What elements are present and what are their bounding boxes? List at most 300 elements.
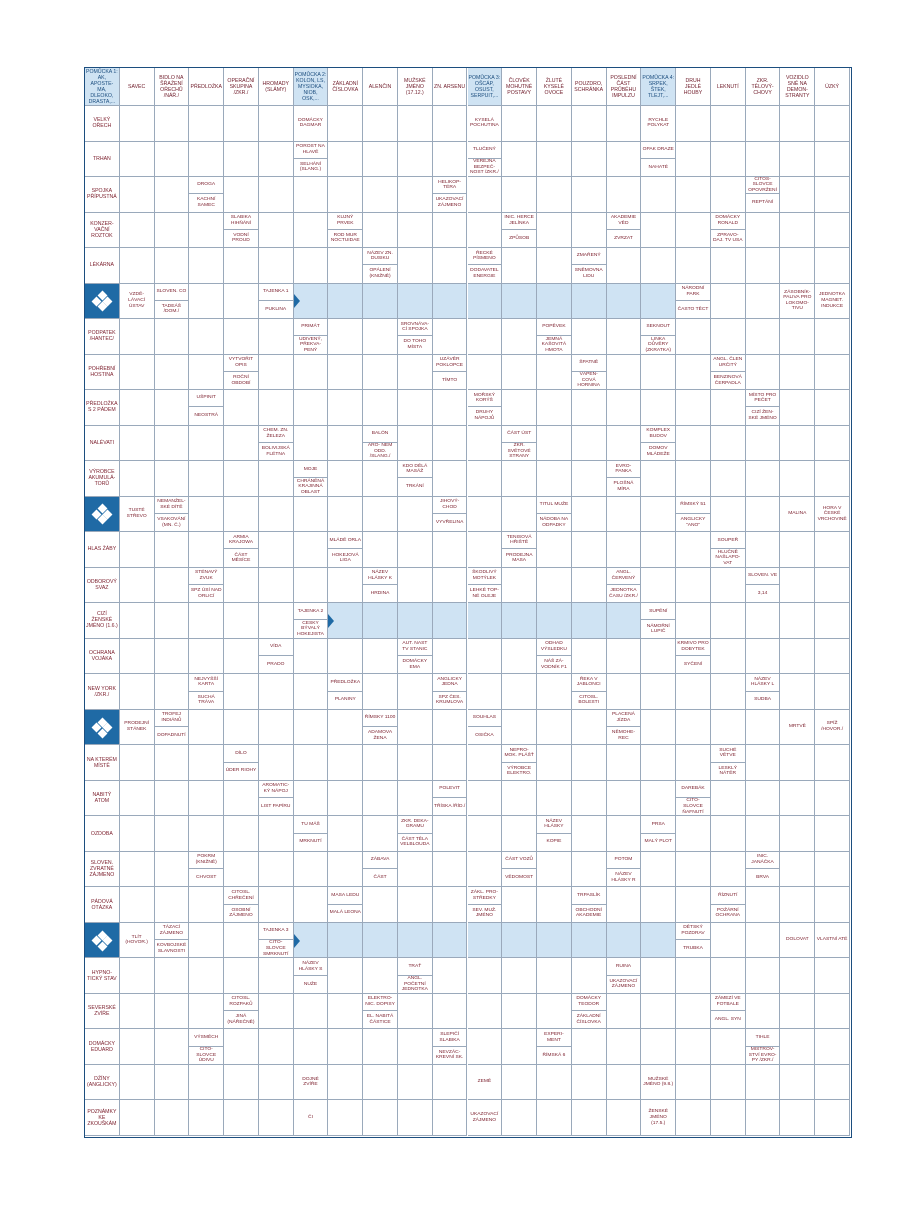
answer-cell[interactable] — [607, 1065, 642, 1101]
answer-cell[interactable] — [607, 887, 642, 923]
answer-cell[interactable] — [537, 532, 572, 568]
answer-cell[interactable] — [328, 426, 363, 462]
answer-cell[interactable] — [328, 710, 363, 746]
answer-cell[interactable] — [259, 816, 294, 852]
answer-cell[interactable] — [780, 639, 815, 675]
answer-cell[interactable] — [815, 816, 850, 852]
answer-cell[interactable] — [468, 852, 503, 888]
answer-cell[interactable] — [120, 781, 155, 817]
answer-cell[interactable] — [537, 568, 572, 604]
answer-cell[interactable] — [676, 1065, 711, 1101]
answer-cell[interactable] — [189, 426, 224, 462]
answer-cell[interactable] — [641, 355, 676, 391]
answer-cell[interactable] — [502, 568, 537, 604]
answer-cell[interactable] — [676, 816, 711, 852]
answer-cell[interactable] — [328, 568, 363, 604]
answer-cell[interactable] — [572, 852, 607, 888]
answer-cell[interactable] — [468, 532, 503, 568]
answer-cell[interactable] — [294, 994, 329, 1030]
answer-cell[interactable] — [815, 958, 850, 994]
answer-cell[interactable] — [746, 355, 781, 391]
answer-cell[interactable] — [433, 994, 468, 1030]
answer-cell[interactable] — [155, 355, 190, 391]
answer-cell[interactable] — [398, 248, 433, 284]
answer-cell[interactable] — [607, 390, 642, 426]
answer-cell[interactable] — [502, 710, 537, 746]
answer-cell[interactable] — [259, 355, 294, 391]
answer-cell[interactable] — [537, 994, 572, 1030]
answer-cell[interactable] — [780, 319, 815, 355]
answer-cell[interactable] — [224, 461, 259, 497]
answer-cell[interactable] — [607, 745, 642, 781]
answer-cell[interactable] — [363, 1100, 398, 1136]
answer-cell[interactable] — [155, 958, 190, 994]
answer-cell[interactable] — [815, 426, 850, 462]
answer-cell[interactable] — [120, 887, 155, 923]
answer-cell[interactable] — [363, 106, 398, 142]
answer-cell[interactable] — [328, 1029, 363, 1065]
answer-cell[interactable] — [398, 390, 433, 426]
answer-cell[interactable] — [537, 426, 572, 462]
answer-cell[interactable] — [780, 745, 815, 781]
answer-cell[interactable] — [328, 142, 363, 178]
answer-cell[interactable] — [607, 248, 642, 284]
answer-cell[interactable] — [711, 248, 746, 284]
answer-cell[interactable] — [746, 106, 781, 142]
answer-cell[interactable] — [328, 248, 363, 284]
answer-cell[interactable] — [120, 994, 155, 1030]
answer-cell[interactable] — [815, 887, 850, 923]
answer-cell[interactable] — [711, 603, 746, 639]
answer-cell[interactable] — [224, 852, 259, 888]
answer-cell[interactable] — [780, 781, 815, 817]
answer-cell[interactable] — [537, 674, 572, 710]
answer-cell[interactable] — [155, 390, 190, 426]
answer-cell[interactable] — [607, 497, 642, 533]
answer-cell[interactable] — [120, 106, 155, 142]
answer-cell[interactable] — [363, 1065, 398, 1101]
answer-cell[interactable] — [468, 177, 503, 213]
answer-cell[interactable] — [398, 355, 433, 391]
answer-cell[interactable] — [259, 390, 294, 426]
answer-cell[interactable] — [155, 1029, 190, 1065]
answer-cell[interactable] — [746, 213, 781, 249]
secret-answer-cell[interactable] — [398, 284, 433, 320]
answer-cell[interactable] — [711, 923, 746, 959]
answer-cell[interactable] — [468, 213, 503, 249]
answer-cell[interactable] — [676, 355, 711, 391]
answer-cell[interactable] — [294, 887, 329, 923]
answer-cell[interactable] — [224, 1065, 259, 1101]
answer-cell[interactable] — [259, 497, 294, 533]
answer-cell[interactable] — [641, 213, 676, 249]
answer-cell[interactable] — [815, 177, 850, 213]
answer-cell[interactable] — [433, 816, 468, 852]
answer-cell[interactable] — [607, 1100, 642, 1136]
answer-cell[interactable] — [224, 1029, 259, 1065]
answer-cell[interactable] — [746, 958, 781, 994]
answer-cell[interactable] — [502, 177, 537, 213]
answer-cell[interactable] — [155, 177, 190, 213]
answer-cell[interactable] — [572, 213, 607, 249]
answer-cell[interactable] — [224, 958, 259, 994]
answer-cell[interactable] — [363, 745, 398, 781]
answer-cell[interactable] — [259, 710, 294, 746]
answer-cell[interactable] — [398, 532, 433, 568]
answer-cell[interactable] — [224, 1100, 259, 1136]
answer-cell[interactable] — [224, 248, 259, 284]
answer-cell[interactable] — [120, 603, 155, 639]
answer-cell[interactable] — [328, 816, 363, 852]
answer-cell[interactable] — [363, 355, 398, 391]
answer-cell[interactable] — [433, 1100, 468, 1136]
answer-cell[interactable] — [155, 816, 190, 852]
answer-cell[interactable] — [120, 355, 155, 391]
answer-cell[interactable] — [502, 390, 537, 426]
answer-cell[interactable] — [433, 319, 468, 355]
answer-cell[interactable] — [189, 319, 224, 355]
answer-cell[interactable] — [363, 674, 398, 710]
answer-cell[interactable] — [363, 781, 398, 817]
answer-cell[interactable] — [224, 497, 259, 533]
answer-cell[interactable] — [189, 781, 224, 817]
answer-cell[interactable] — [572, 710, 607, 746]
answer-cell[interactable] — [676, 106, 711, 142]
answer-cell[interactable] — [398, 1029, 433, 1065]
answer-cell[interactable] — [259, 745, 294, 781]
answer-cell[interactable] — [815, 674, 850, 710]
answer-cell[interactable] — [155, 461, 190, 497]
answer-cell[interactable] — [641, 994, 676, 1030]
answer-cell[interactable] — [224, 319, 259, 355]
answer-cell[interactable] — [502, 1065, 537, 1101]
answer-cell[interactable] — [641, 958, 676, 994]
answer-cell[interactable] — [294, 390, 329, 426]
answer-cell[interactable] — [641, 781, 676, 817]
answer-cell[interactable] — [259, 461, 294, 497]
answer-cell[interactable] — [294, 213, 329, 249]
answer-cell[interactable] — [711, 177, 746, 213]
answer-cell[interactable] — [537, 248, 572, 284]
answer-cell[interactable] — [676, 745, 711, 781]
answer-cell[interactable] — [676, 213, 711, 249]
answer-cell[interactable] — [607, 426, 642, 462]
answer-cell[interactable] — [572, 177, 607, 213]
answer-cell[interactable] — [328, 497, 363, 533]
answer-cell[interactable] — [676, 887, 711, 923]
answer-cell[interactable] — [780, 390, 815, 426]
answer-cell[interactable] — [328, 177, 363, 213]
answer-cell[interactable] — [120, 1065, 155, 1101]
answer-cell[interactable] — [746, 994, 781, 1030]
answer-cell[interactable] — [189, 923, 224, 959]
secret-answer-cell[interactable] — [641, 284, 676, 320]
answer-cell[interactable] — [676, 674, 711, 710]
answer-cell[interactable] — [398, 568, 433, 604]
secret-answer-cell[interactable] — [607, 603, 642, 639]
answer-cell[interactable] — [676, 319, 711, 355]
secret-answer-cell[interactable] — [572, 923, 607, 959]
answer-cell[interactable] — [433, 142, 468, 178]
answer-cell[interactable] — [328, 1100, 363, 1136]
answer-cell[interactable] — [224, 603, 259, 639]
answer-cell[interactable] — [363, 887, 398, 923]
answer-cell[interactable] — [572, 781, 607, 817]
answer-cell[interactable] — [746, 710, 781, 746]
answer-cell[interactable] — [711, 106, 746, 142]
answer-cell[interactable] — [259, 603, 294, 639]
answer-cell[interactable] — [328, 639, 363, 675]
answer-cell[interactable] — [328, 390, 363, 426]
answer-cell[interactable] — [641, 852, 676, 888]
secret-answer-cell[interactable] — [363, 603, 398, 639]
answer-cell[interactable] — [711, 497, 746, 533]
answer-cell[interactable] — [328, 781, 363, 817]
secret-answer-cell[interactable] — [502, 923, 537, 959]
answer-cell[interactable] — [676, 1029, 711, 1065]
answer-cell[interactable] — [641, 639, 676, 675]
answer-cell[interactable] — [711, 674, 746, 710]
answer-cell[interactable] — [815, 603, 850, 639]
answer-cell[interactable] — [537, 390, 572, 426]
answer-cell[interactable] — [746, 1065, 781, 1101]
answer-cell[interactable] — [537, 142, 572, 178]
answer-cell[interactable] — [572, 319, 607, 355]
answer-cell[interactable] — [780, 1100, 815, 1136]
answer-cell[interactable] — [259, 887, 294, 923]
answer-cell[interactable] — [120, 532, 155, 568]
answer-cell[interactable] — [676, 142, 711, 178]
answer-cell[interactable] — [155, 142, 190, 178]
answer-cell[interactable] — [468, 781, 503, 817]
answer-cell[interactable] — [120, 852, 155, 888]
secret-answer-cell[interactable] — [502, 284, 537, 320]
answer-cell[interactable] — [189, 248, 224, 284]
answer-cell[interactable] — [780, 1029, 815, 1065]
secret-answer-cell[interactable] — [398, 923, 433, 959]
answer-cell[interactable] — [328, 1065, 363, 1101]
answer-cell[interactable] — [502, 816, 537, 852]
answer-cell[interactable] — [189, 994, 224, 1030]
answer-cell[interactable] — [711, 710, 746, 746]
answer-cell[interactable] — [363, 639, 398, 675]
answer-cell[interactable] — [502, 1100, 537, 1136]
answer-cell[interactable] — [607, 142, 642, 178]
answer-cell[interactable] — [189, 461, 224, 497]
answer-cell[interactable] — [398, 994, 433, 1030]
answer-cell[interactable] — [641, 497, 676, 533]
answer-cell[interactable] — [328, 106, 363, 142]
answer-cell[interactable] — [433, 639, 468, 675]
answer-cell[interactable] — [746, 923, 781, 959]
answer-cell[interactable] — [120, 816, 155, 852]
answer-cell[interactable] — [502, 958, 537, 994]
answer-cell[interactable] — [468, 497, 503, 533]
answer-cell[interactable] — [502, 142, 537, 178]
answer-cell[interactable] — [259, 213, 294, 249]
secret-answer-cell[interactable] — [363, 923, 398, 959]
answer-cell[interactable] — [328, 994, 363, 1030]
answer-cell[interactable] — [780, 142, 815, 178]
answer-cell[interactable] — [155, 213, 190, 249]
answer-cell[interactable] — [711, 319, 746, 355]
answer-cell[interactable] — [468, 355, 503, 391]
answer-cell[interactable] — [189, 958, 224, 994]
answer-cell[interactable] — [189, 887, 224, 923]
answer-cell[interactable] — [572, 816, 607, 852]
answer-cell[interactable] — [815, 461, 850, 497]
answer-cell[interactable] — [746, 603, 781, 639]
answer-cell[interactable] — [468, 319, 503, 355]
answer-cell[interactable] — [363, 142, 398, 178]
answer-cell[interactable] — [815, 355, 850, 391]
answer-cell[interactable] — [815, 319, 850, 355]
answer-cell[interactable] — [676, 248, 711, 284]
answer-cell[interactable] — [433, 852, 468, 888]
answer-cell[interactable] — [746, 461, 781, 497]
answer-cell[interactable] — [502, 497, 537, 533]
answer-cell[interactable] — [363, 816, 398, 852]
answer-cell[interactable] — [502, 994, 537, 1030]
answer-cell[interactable] — [155, 674, 190, 710]
secret-answer-cell[interactable] — [468, 923, 503, 959]
answer-cell[interactable] — [398, 177, 433, 213]
answer-cell[interactable] — [641, 674, 676, 710]
answer-cell[interactable] — [502, 355, 537, 391]
answer-cell[interactable] — [641, 177, 676, 213]
answer-cell[interactable] — [294, 248, 329, 284]
answer-cell[interactable] — [572, 1029, 607, 1065]
answer-cell[interactable] — [398, 497, 433, 533]
answer-cell[interactable] — [120, 390, 155, 426]
answer-cell[interactable] — [294, 852, 329, 888]
secret-answer-cell[interactable] — [433, 284, 468, 320]
answer-cell[interactable] — [120, 674, 155, 710]
answer-cell[interactable] — [224, 106, 259, 142]
answer-cell[interactable] — [224, 390, 259, 426]
answer-cell[interactable] — [607, 816, 642, 852]
answer-cell[interactable] — [155, 994, 190, 1030]
answer-cell[interactable] — [537, 1100, 572, 1136]
answer-cell[interactable] — [815, 1100, 850, 1136]
answer-cell[interactable] — [711, 852, 746, 888]
answer-cell[interactable] — [572, 390, 607, 426]
answer-cell[interactable] — [155, 426, 190, 462]
answer-cell[interactable] — [155, 106, 190, 142]
answer-cell[interactable] — [328, 461, 363, 497]
answer-cell[interactable] — [224, 781, 259, 817]
answer-cell[interactable] — [607, 781, 642, 817]
answer-cell[interactable] — [711, 816, 746, 852]
answer-cell[interactable] — [780, 1065, 815, 1101]
answer-cell[interactable] — [155, 568, 190, 604]
answer-cell[interactable] — [607, 674, 642, 710]
answer-cell[interactable] — [294, 710, 329, 746]
answer-cell[interactable] — [294, 497, 329, 533]
answer-cell[interactable] — [155, 1065, 190, 1101]
answer-cell[interactable] — [224, 284, 259, 320]
answer-cell[interactable] — [746, 1100, 781, 1136]
answer-cell[interactable] — [294, 177, 329, 213]
answer-cell[interactable] — [537, 177, 572, 213]
answer-cell[interactable] — [224, 177, 259, 213]
answer-cell[interactable] — [641, 1029, 676, 1065]
answer-cell[interactable] — [502, 248, 537, 284]
answer-cell[interactable] — [641, 248, 676, 284]
answer-cell[interactable] — [259, 568, 294, 604]
answer-cell[interactable] — [607, 639, 642, 675]
answer-cell[interactable] — [502, 781, 537, 817]
answer-cell[interactable] — [224, 710, 259, 746]
answer-cell[interactable] — [780, 213, 815, 249]
answer-cell[interactable] — [572, 745, 607, 781]
answer-cell[interactable] — [433, 213, 468, 249]
answer-cell[interactable] — [155, 639, 190, 675]
secret-answer-cell[interactable] — [607, 923, 642, 959]
secret-answer-cell[interactable] — [433, 603, 468, 639]
answer-cell[interactable] — [433, 887, 468, 923]
answer-cell[interactable] — [537, 213, 572, 249]
answer-cell[interactable] — [398, 710, 433, 746]
answer-cell[interactable] — [815, 852, 850, 888]
answer-cell[interactable] — [363, 319, 398, 355]
answer-cell[interactable] — [363, 497, 398, 533]
answer-cell[interactable] — [468, 426, 503, 462]
secret-answer-cell[interactable] — [537, 603, 572, 639]
answer-cell[interactable] — [572, 426, 607, 462]
secret-answer-cell[interactable] — [398, 603, 433, 639]
answer-cell[interactable] — [120, 426, 155, 462]
answer-cell[interactable] — [537, 745, 572, 781]
answer-cell[interactable] — [676, 568, 711, 604]
answer-cell[interactable] — [711, 142, 746, 178]
answer-cell[interactable] — [607, 994, 642, 1030]
answer-cell[interactable] — [224, 142, 259, 178]
answer-cell[interactable] — [224, 568, 259, 604]
answer-cell[interactable] — [328, 745, 363, 781]
answer-cell[interactable] — [398, 852, 433, 888]
answer-cell[interactable] — [120, 248, 155, 284]
answer-cell[interactable] — [641, 461, 676, 497]
answer-cell[interactable] — [294, 745, 329, 781]
answer-cell[interactable] — [468, 1029, 503, 1065]
secret-answer-cell[interactable] — [328, 284, 363, 320]
answer-cell[interactable] — [780, 603, 815, 639]
answer-cell[interactable] — [259, 994, 294, 1030]
answer-cell[interactable] — [780, 177, 815, 213]
answer-cell[interactable] — [259, 177, 294, 213]
answer-cell[interactable] — [676, 1100, 711, 1136]
answer-cell[interactable] — [189, 816, 224, 852]
secret-answer-cell[interactable] — [537, 284, 572, 320]
answer-cell[interactable] — [328, 958, 363, 994]
answer-cell[interactable] — [433, 958, 468, 994]
secret-answer-cell[interactable] — [607, 284, 642, 320]
secret-answer-cell[interactable] — [433, 923, 468, 959]
answer-cell[interactable] — [120, 1029, 155, 1065]
answer-cell[interactable] — [607, 106, 642, 142]
secret-answer-cell[interactable] — [502, 603, 537, 639]
answer-cell[interactable] — [363, 461, 398, 497]
answer-cell[interactable] — [120, 958, 155, 994]
answer-cell[interactable] — [328, 355, 363, 391]
answer-cell[interactable] — [572, 1100, 607, 1136]
answer-cell[interactable] — [641, 887, 676, 923]
answer-cell[interactable] — [607, 177, 642, 213]
secret-answer-cell[interactable] — [572, 284, 607, 320]
answer-cell[interactable] — [259, 142, 294, 178]
answer-cell[interactable] — [676, 603, 711, 639]
